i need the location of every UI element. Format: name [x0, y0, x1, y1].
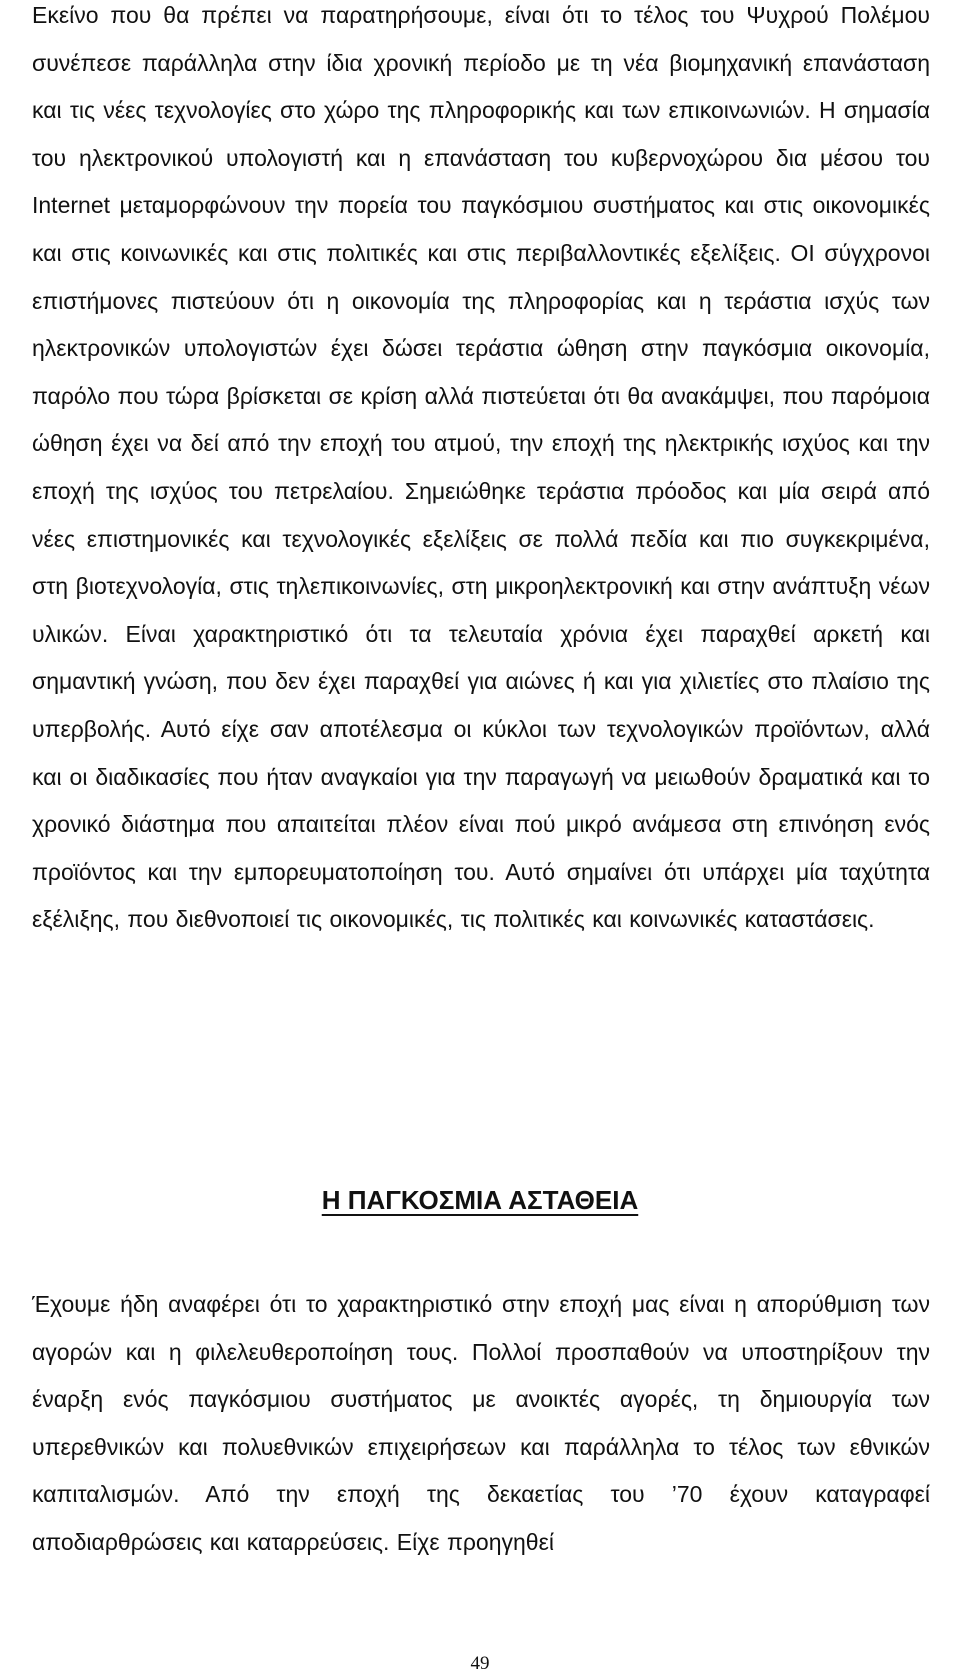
body-paragraph-1: Εκείνο που θα πρέπει να παρατηρήσουμε, είναι ότι το τέλος του Ψυχρού Πολέμου συνέπεσε παράλληλα στην ίδια χρονική περίοδο με τη νέα βιομηχανική επανάσταση και τις νέες τεχνολογίες στο χώρο της πληροφορικής και των επικοινωνιών. Η σημασία του ηλεκτρονικού υπολογιστή και η επανάσταση του κυβερνοχώρου δια μέσου του Internet μεταμορφώνουν την πορεία του παγκόσμιου συστήματος και στις οικονομικές και στις κοινωνικές και στις πολιτικές και στις περιβαλλοντικές εξελίξεις. ΟΙ σύγχρονοι επιστήμονες πιστεύουν ότι η οικονομία της πληροφορίας και η τεράστια ισχύς των ηλεκτρονικών υπολογιστών έχει δώσει τεράστια ώθηση στην παγκόσμια οικονομία, παρόλο που τώρα βρίσκεται σε κρίση αλλά πιστεύεται ότι θα ανακάμψει, που παρόμοια ώθηση έχει να δεί από την εποχή του ατμού, την εποχή της ηλεκτρικής ισχύος και την εποχή της ισχύος του πετρελαίου. Σημειώθηκε τεράστια πρόοδος και μία σειρά από νέες επιστημονικές και τεχνολογικές εξελίξεις σε πολλά πεδία και πιο συγκεκριμένα, στη βιοτεχνολογία, στις τηλεπικοινωνίες, στη μικροηλεκτρονική και στην ανάπτυξη νέων υλικών. Είναι χαρακτηριστικό ότι τα τελευταία χρόνια έχει παραχθεί αρκετή και σημαντική γνώση, που δεν έχει παραχθεί για αιώνες ή και για χιλιετίες στο πλαίσιο της υπερβολής. Αυτό είχε σαν αποτέλεσμα οι κύκλοι των τεχνολογικών προϊόντων, αλλά και οι διαδικασίες που ήταν αναγκαίοι για την παραγωγή να μειωθούν δραματικά και το χρονικό διάστημα που απαιτείται πλέον είναι πού μικρό ανάμεσα στη επινόηση ενός προϊόντος και την εμπορευματοποίηση του. Αυτό σημαίνει ότι υπάρχει μία ταχύτητα εξέλιξης, που διεθνοποιεί τις οικονομικές, τις πολιτικές και κοινωνικές καταστάσεις.: [32, 2, 930, 933]
page-number: 49: [470, 1653, 490, 1674]
body-paragraph-2: Έχουμε ήδη αναφέρει ότι το χαρακτηριστικό στην εποχή μας είναι η απορύθμιση των αγορών και η φιλελευθεροποίηση τους. Πολλοί προσπαθούν να υποστηρίξουν την έναρξη ενός παγκόσμιου συστήματος με ανοικτές αγορές, τη δημιουργία των υπερεθνικών και πολυεθνικών επιχειρήσεων και παράλληλα το τέλος των εθνικών καπιταλισμών. Από την εποχή της δεκαετίας του ’70 έχουν καταγραφεί αποδιαρθρώσεις και καταρρεύσεις. Είχε προηγηθεί: [32, 1291, 930, 1555]
section-heading: Η ΠΑΓΚΟΣΜΙΑ ΑΣΤΑΘΕΙΑ: [321, 1185, 639, 1215]
